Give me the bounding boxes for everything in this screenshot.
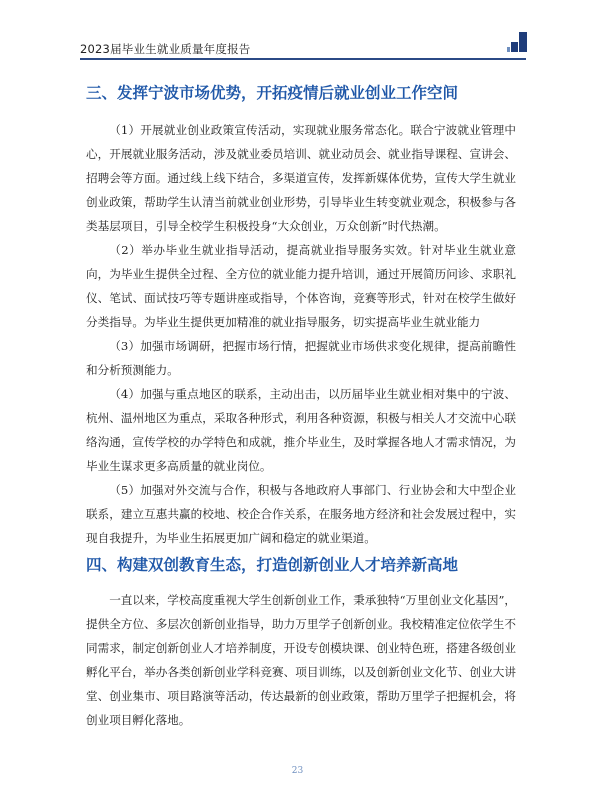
paragraph-3-3: （3）加强市场调研，把握市场行情，把握就业市场供求变化规律，提高前瞻性和分析预测能力。	[86, 339, 516, 377]
paragraph-4-1: 一直以来，学校高度重视大学生创新创业工作，秉承独特“万里创业文化基因”，提供全方位、多层次创新创业指导，助力万里学子创新创业。我校精准定位依学生不同需求，制定创新创业人才培养制度，开设专创模块课、创业特色班，搭建各级创业孵化平台，举办各类创新创业学科竞赛、项目训练，以及创新创业文化节、创业大讲堂、创业集市、项目路演等活动，传达最新的创业政策，帮助万里学子把握机会，将创业项目孵化落地。	[86, 593, 516, 727]
section-title-3: 三、发挥宁波市场优势，开拓疫情后就业创业工作空间	[86, 84, 459, 102]
paragraph-3-4: （4）加强与重点地区的联系，主动出击，以历届毕业生就业相对集中的宁波、杭州、温州地区为重点，采取各种形式，利用各种资源，积极与相关人才交流中心联络沟通，宣传学校的办学特色和成就，推介毕业生，及时掌握各地人才需求情况，为毕业生谋求更多高质量的就业岗位。	[86, 387, 516, 473]
paragraph-3-1: （1）开展就业创业政策宣传活动，实现就业服务常态化。联合宁波就业管理中心，开展就业服务活动，涉及就业委员培训、就业动员会、就业指导课程、宣讲会、招聘会等方面。通过线上线下结合，多渠道宣传，发挥新媒体优势，宣传大学生就业创业政策，帮助学生认清当前就业创业形势，引导毕业生转变就业观念，积极参与各类基层项目，引导全校学生积极投身“大众创业，万众创新”时代热潮。	[86, 123, 516, 233]
paragraph-3-2: （2）举办毕业生就业指导活动，提高就业指导服务实效。针对毕业生就业意向，为毕业生提供全过程、全方位的就业能力提升培训，通过开展简历问诊、求职礼仪、笔试、面试技巧等专题讲座或指导，个体咨询，竞赛等形式，针对在校学生做好分类指导。为毕业生提供更加精准的就业指导服务，切实提高毕业生就业能力	[86, 243, 516, 329]
page-number: 23	[291, 766, 304, 776]
section-title-4: 四、构建双创教育生态，打造创新创业人才培养新高地	[86, 556, 459, 574]
header-divider	[80, 58, 526, 60]
logo-icon	[507, 32, 527, 52]
page-header	[80, 38, 520, 58]
paragraph-3-5: （5）加强对外交流与合作，积极与各地政府人事部门、行业协会和大中型企业联系，建立互惠共赢的校地、校企合作关系，在服务地方经济和社会发展过程中，实现自我提升，为毕业生拓展更加广阔和稳定的就业渠道。	[86, 483, 516, 545]
report-title: 2023届毕业生就业质量年度报告	[80, 42, 251, 56]
